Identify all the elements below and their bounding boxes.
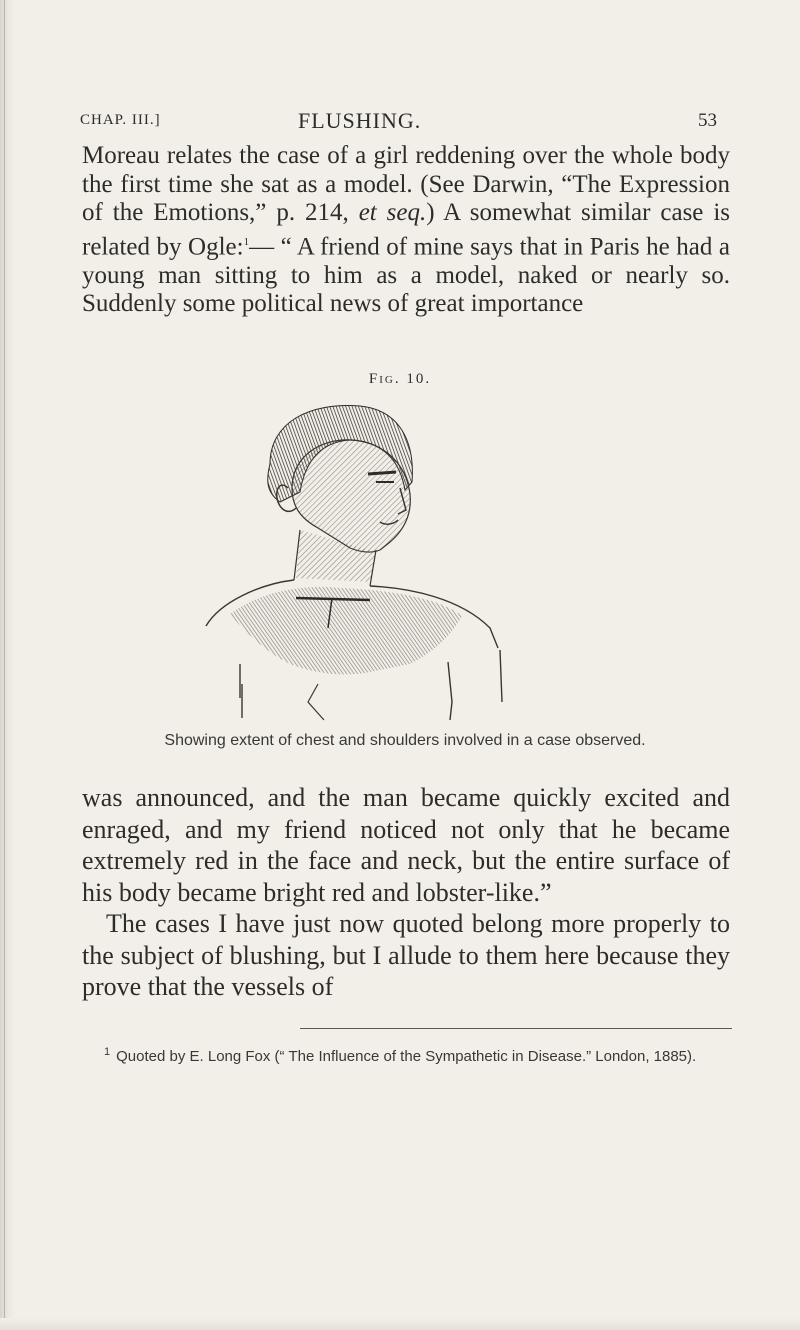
page-title: FLUSHING. xyxy=(298,108,422,133)
torso-inner-right xyxy=(448,662,452,720)
footnote-rule xyxy=(300,1028,732,1029)
figure-caption: Showing extent of chest and shoulders involved in a case observed. xyxy=(164,732,646,749)
paragraph-text-d: — “ A friend of mine says that in Paris he had a young man sitting to him as a model, naked or nearly so. Suddenly some political news of great importance xyxy=(82,233,730,318)
page-edge-line xyxy=(4,0,5,1330)
paragraph-text xyxy=(82,142,730,319)
paragraph-text-a: Moreau relates the case of a girl reddening over the whole body the first time she sat as a model. (See Darwin, “The Expression of the Emotions,” p. 214, xyxy=(82,142,730,227)
footnote-reference: 1 xyxy=(243,235,250,248)
paragraph-moreau xyxy=(82,142,730,319)
footnote-text: Quoted by E. Long Fox (“ The Influence of the Sympathetic in Disease.” London, 1885). xyxy=(116,1048,697,1065)
paragraph-text-italic: et seq. xyxy=(358,199,427,227)
torso-center xyxy=(308,684,324,720)
footnote-mark: 1 xyxy=(104,1046,111,1058)
paragraph-continuation xyxy=(82,782,730,1003)
paragraph-text-c: ) A somewhat similar case is related by Ogle: xyxy=(82,199,730,261)
page-number: 53 xyxy=(698,110,717,131)
page-edge xyxy=(0,0,14,1330)
chapter-label: CHAP. III.] xyxy=(80,112,161,128)
footnote xyxy=(82,1042,732,1067)
torso-right xyxy=(500,650,502,702)
figure-illustration xyxy=(200,402,520,722)
brow-shape xyxy=(368,472,396,474)
torso-left xyxy=(240,664,242,718)
figure-label: Fig. 10. xyxy=(368,371,432,387)
running-head xyxy=(0,108,800,138)
paragraph-continuation-text: was announced, and the man became quickly excited and enraged, and my friend noticed not only that he became extremely red in the face and neck, but the entire surface of his body became bright red and lobster-like.” xyxy=(82,783,730,907)
bottom-edge xyxy=(0,1318,800,1330)
paragraph-next-text: The cases I have just now quoted belong more properly to the subject of blushing, but I allude to them here because they prove that the vessels of xyxy=(82,909,730,1001)
